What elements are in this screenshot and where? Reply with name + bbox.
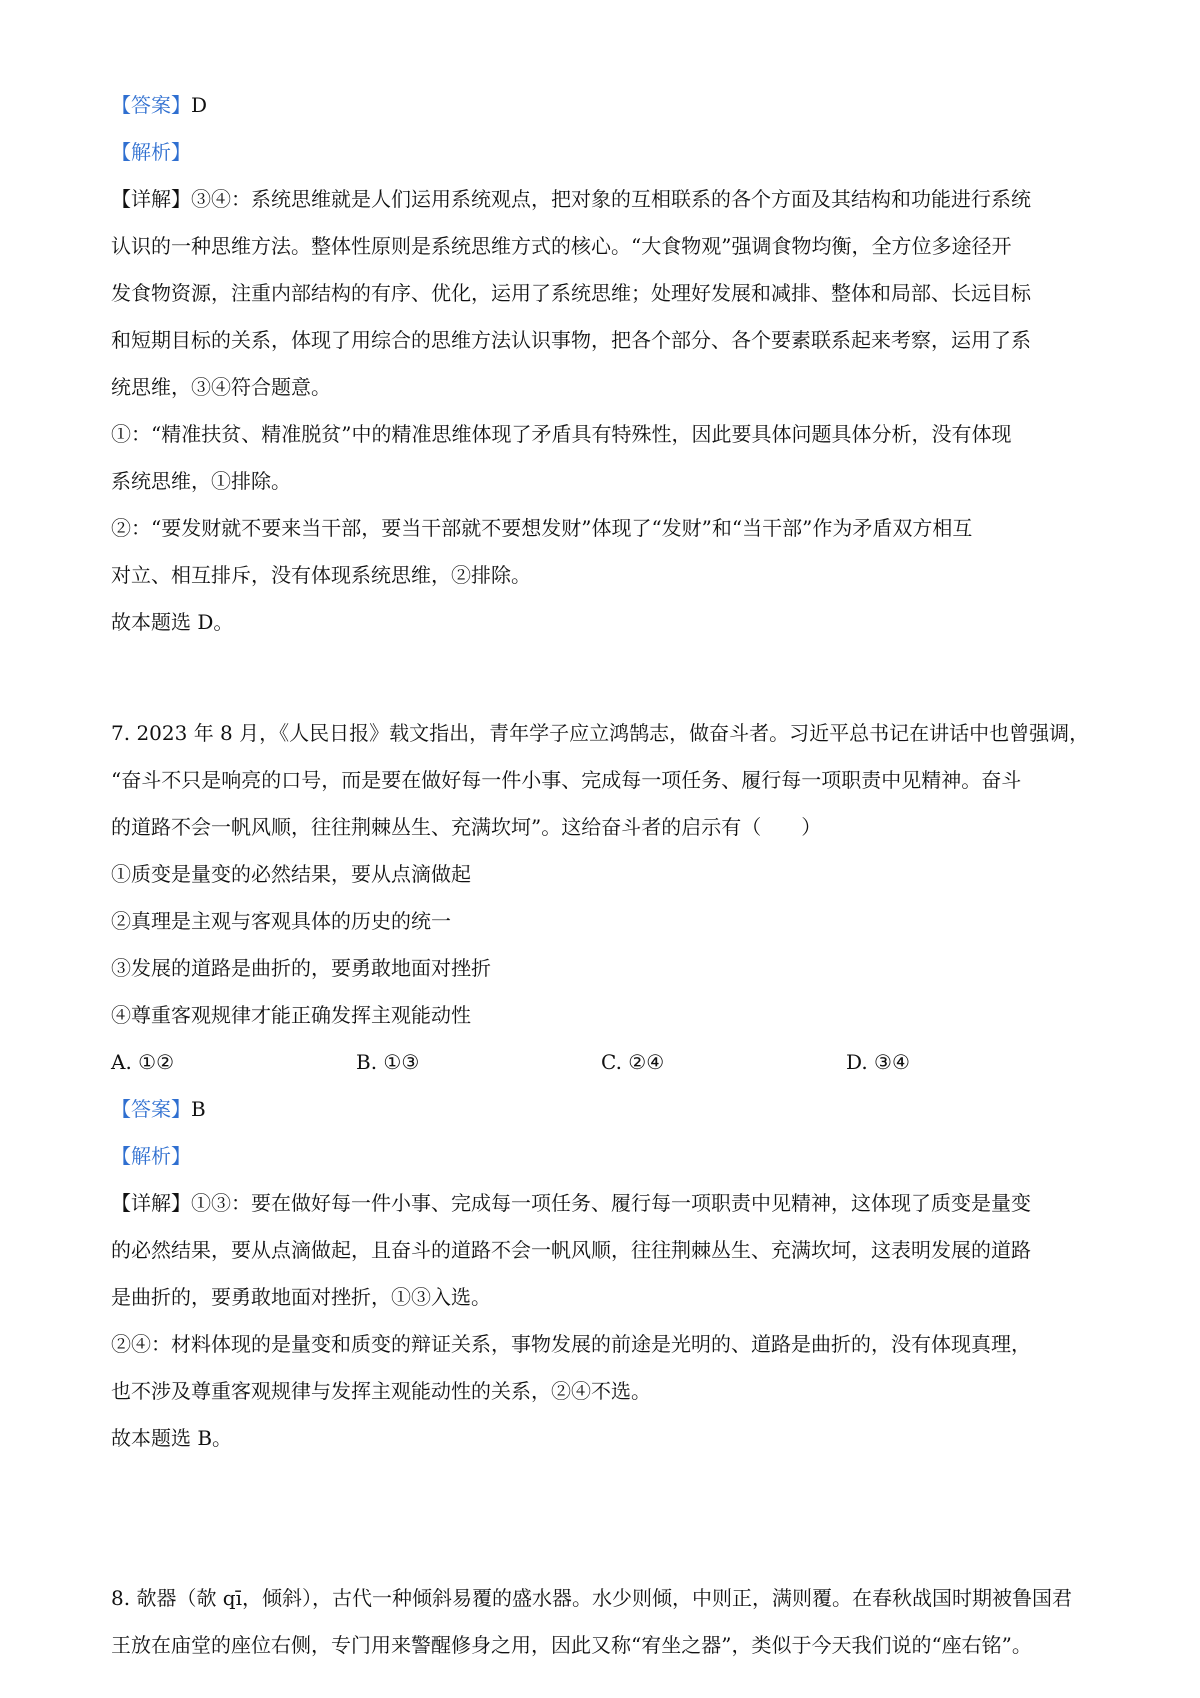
q7 xyxy=(111,710,1091,1462)
detail-tag: 【详解】 xyxy=(111,187,191,211)
q7-option-b: B. ①③ xyxy=(356,1050,420,1074)
q7-detail-line: 的必然结果，要从点滴做起，且奋斗的道路不会一帆风顺，往往荆棘丛生、充满坎坷，这表明发展的道路 xyxy=(111,1238,1031,1262)
q6-detail-line: ②：“要发财就不要来当干部，要当干部就不要想发财”体现了“发财”和“当干部”作为矛盾双方相互 xyxy=(111,516,973,540)
q7-statement: ②真理是主观与客观具体的历史的统一 xyxy=(111,909,451,933)
q7-answer-line xyxy=(111,1086,1091,1133)
q8-stem-line: 王放在庙堂的座位右侧，专门用来警醒修身之用，因此又称“宥坐之器”，类似于今天我们说的“座右铭”。 xyxy=(111,1633,1032,1657)
q7-statement: ④尊重客观规律才能正确发挥主观能动性 xyxy=(111,1003,471,1027)
q6-solution xyxy=(111,82,1091,646)
answer-tag: 【答案】 xyxy=(111,93,191,117)
q7-stem-line: 7. 2023 年 8 月，《人民日报》载文指出，青年学子应立鸿鹄志，做奋斗者。习近平总书记在讲话中也曾强调， xyxy=(111,721,1090,745)
q7-option-d: D. ③④ xyxy=(846,1050,910,1074)
q6-detail-line: 统思维，③④符合题意。 xyxy=(111,375,331,399)
q7-detail-line: 也不涉及尊重客观规律与发挥主观能动性的关系，②④不选。 xyxy=(111,1379,651,1403)
analysis-tag: 【解析】 xyxy=(111,140,191,164)
q6-detail-line: ①：“精准扶贫、精准脱贫”中的精准思维体现了矛盾具有特殊性，因此要具体问题具体分析，没有体现 xyxy=(111,422,1012,446)
q8-stem-line: 8. 欹器（欹 qī，倾斜），古代一种倾斜易覆的盛水器。水少则倾，中则正，满则覆。在春秋战国时期被鲁国君 xyxy=(111,1586,1072,1610)
q7-conclusion: 故本题选 B。 xyxy=(111,1426,233,1450)
q7-detail-line: ②④：材料体现的是量变和质变的辩证关系，事物发展的前途是光明的、道路是曲折的，没有体现真理， xyxy=(111,1332,1031,1356)
q7-statement: ③发展的道路是曲折的，要勇敢地面对挫折 xyxy=(111,956,491,980)
analysis-tag: 【解析】 xyxy=(111,1144,191,1168)
q7-options xyxy=(111,1039,1091,1086)
detail-tag: 【详解】 xyxy=(111,1191,191,1215)
q6-detail-line: 系统思维，①排除。 xyxy=(111,469,291,493)
q6-conclusion: 故本题选 D。 xyxy=(111,610,234,634)
q7-detail-text: ①③：要在做好每一件小事、完成每一项任务、履行每一项职责中见精神，这体现了质变是量变 xyxy=(191,1191,1031,1215)
q6-detail-line: 和短期目标的关系，体现了用综合的思维方法认识事物，把各个部分、各个要素联系起来考察，运用了系 xyxy=(111,328,1031,352)
q7-detail-line: 是曲折的，要勇敢地面对挫折，①③入选。 xyxy=(111,1285,491,1309)
q8 xyxy=(111,1575,1091,1669)
q7-answer: B xyxy=(191,1097,206,1121)
q6-analysis-line xyxy=(111,129,1091,176)
q6-detail-line: 认识的一种思维方法。整体性原则是系统思维方式的核心。“大食物观”强调食物均衡，全方位多途径开 xyxy=(111,234,1012,258)
q7-detail-line xyxy=(111,1180,1091,1227)
q7-option-c: C. ②④ xyxy=(601,1050,665,1074)
answer-tag: 【答案】 xyxy=(111,1097,191,1121)
q7-statement: ①质变是量变的必然结果，要从点滴做起 xyxy=(111,862,471,886)
q6-answer-line xyxy=(111,82,1091,129)
q7-stem-line: “奋斗不只是响亮的口号，而是要在做好每一件小事、完成每一项任务、履行每一项职责中见精神。奋斗 xyxy=(111,768,1022,792)
q6-detail-line: 对立、相互排斥，没有体现系统思维，②排除。 xyxy=(111,563,531,587)
q7-option-a: A. ①② xyxy=(111,1050,175,1074)
q6-detail-line xyxy=(111,176,1091,223)
q7-analysis-line xyxy=(111,1133,1091,1180)
q6-detail-line: 发食物资源，注重内部结构的有序、优化，运用了系统思维；处理好发展和减排、整体和局部、长远目标 xyxy=(111,281,1031,305)
q7-stem-line: 的道路不会一帆风顺，往往荆棘丛生、充满坎坷”。这给奋斗者的启示有（ ） xyxy=(111,815,822,839)
q6-detail-text: ③④：系统思维就是人们运用系统观点，把对象的互相联系的各个方面及其结构和功能进行系统 xyxy=(191,187,1031,211)
q6-answer: D xyxy=(191,93,208,117)
